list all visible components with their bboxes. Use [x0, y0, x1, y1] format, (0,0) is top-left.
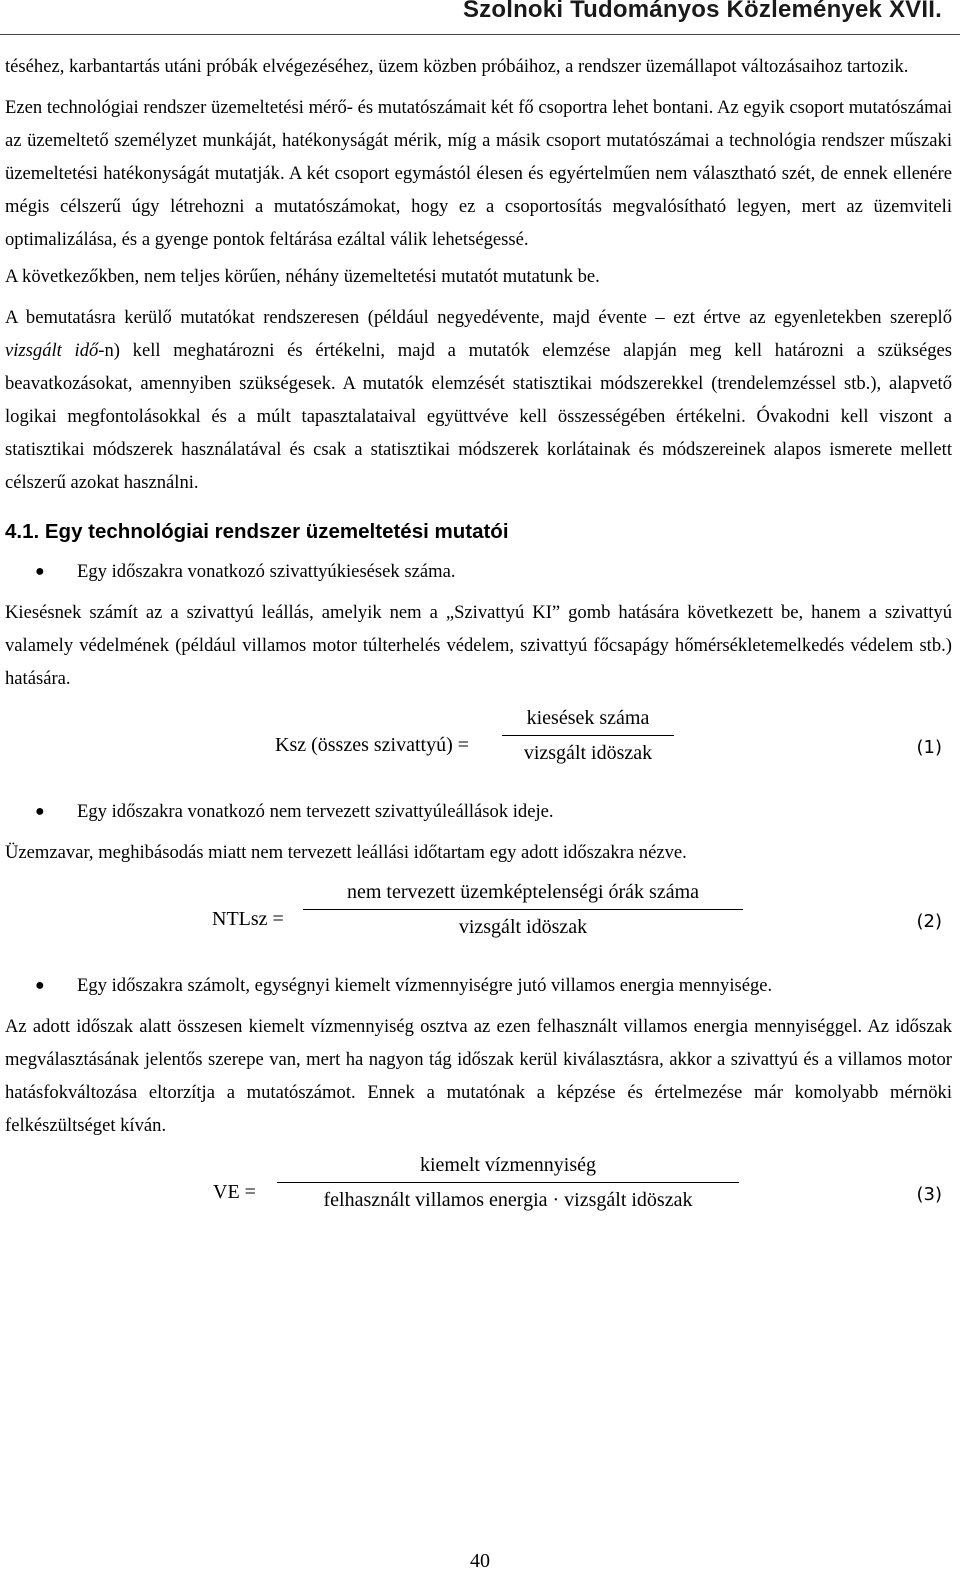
- page-number: 40: [470, 1550, 490, 1572]
- equation-fraction: [277, 1150, 739, 1215]
- journal-title: Szolnoki Tudományos Közlemények XVII.: [462, 0, 942, 23]
- equation-2: [5, 877, 952, 963]
- paragraph: Ezen technológiai rendszer üzemeltetési mérő- és mutatószámait két fő csoportra lehet bontani. Az egyik csoport mutatószámai az üzemeltető személyzet munkáját, hatékonyságát mérik, míg a másik csoport mutatószámai a technológia rendszer műszaki üzemeltetési hatékonyságát mutatják. A két csoport egymástól élesen és egyértelműen nem választható szét, de ennek ellenére mégis célszerű úgy létrehozni a mutatószámokat, hogy ez a csoportosítás megvalósítható legyen, mert az üzemviteli optimalizálása, és a gyenge pontok feltárása ezáltal válik lehetségessé.: [5, 97, 952, 250]
- article-body: [5, 50, 952, 1242]
- paragraph-text: A bemutatásra kerülő mutatókat rendszeresen (például negyedévente, majd évente – ezt értve az egyenletekben szereplő: [5, 307, 952, 328]
- equation-denominator: felhasznált villamos energia · vizsgált idöszak: [323, 1189, 693, 1211]
- bullet-item: [5, 969, 952, 1002]
- equation-1: [5, 703, 952, 789]
- bullet-icon: ●: [35, 977, 45, 994]
- bullet-item: [5, 795, 952, 828]
- fraction-bar: [277, 1182, 739, 1183]
- equation-lhs: Ksz (összes szivattyú) =: [275, 734, 470, 756]
- equation-number: (1): [916, 737, 942, 758]
- fraction-bar: [502, 735, 674, 736]
- paragraph: Üzemzavar, meghibásodás miatt nem tervezett leállási időtartam egy adott időszakra nézve.: [5, 842, 687, 863]
- fraction-bar: [303, 909, 743, 910]
- equation-3: [5, 1150, 952, 1236]
- paragraph-text: -n) kell meghatározni és értékelni, majd a mutatók elemzése alapján meg kell határozni a szükséges beavatkozásokat, amennyiben szükségesek. A mutatók elemzését statisztikai módszerekkel (trendelemzéssel stb.), alapvető logikai megfontolásokkal és a múlt tapasztalataival együttvéve kell összességében értékelni. Óvakodni kell viszont a statisztikai módszerek használatával és csak a statisztikai módszerek korlátainak és módszereinek alapos ismerete mellett célszerű azokat használni.: [5, 340, 952, 493]
- equation-numerator: nem tervezett üzemképtelenségi órák száma: [346, 881, 700, 903]
- page-header: [0, 0, 960, 36]
- paragraph: Az adott időszak alatt összesen kiemelt vízmennyiség osztva az ezen felhasznált villamos energia mennyiséggel. Az időszak megválasztásának jelentős szerepe van, mert ha nagyon tág időszak kerül kiválasztásra, akkor a szivattyú és a villamos motor hatásfokváltozása eltorzítja a mutatószámot. Ennek a mutatónak a képzése és értelmezése már komolyabb mérnöki felkészültséget kíván.: [5, 1016, 952, 1136]
- section-heading: 4.1. Egy technológiai rendszer üzemeltetési mutatói: [5, 520, 509, 543]
- bullet-item: [5, 555, 952, 588]
- bullet-icon: ●: [35, 803, 45, 820]
- equation-denominator: vizsgált idöszak: [458, 916, 588, 938]
- paragraph: téséhez, karbantartás utáni próbák elvégezéséhez, üzem közben próbáihoz, a rendszer üzemállapot változásaihoz tartozik.: [5, 56, 909, 77]
- bullet-text: Egy időszakra vonatkozó nem tervezett szivattyúleállások ideje.: [77, 801, 554, 822]
- equation-fraction: [303, 877, 743, 942]
- equation-numerator: kiesések száma: [526, 707, 650, 729]
- equation-fraction: [502, 703, 674, 768]
- equation-number: (2): [916, 911, 942, 932]
- equation-denominator: vizsgált idöszak: [523, 742, 653, 764]
- equation-number: (3): [916, 1184, 942, 1205]
- paragraph: A következőkben, nem teljes körűen, néhány üzemeltetési mutatót mutatunk be.: [5, 266, 600, 287]
- italic-term: vizsgált idő: [5, 340, 99, 361]
- paragraph: Kiesésnek számít az a szivattyú leállás, amelyik nem a „Szivattyú KI” gomb hatására következett be, hanem a szivattyú valamely védelmének (például villamos motor túlterhelés védelem, szivattyú főcsapágy hőmérsékletemelkedés védelem stb.) hatására.: [5, 602, 952, 689]
- paragraph: [5, 301, 952, 499]
- equation-lhs: VE =: [213, 1181, 256, 1203]
- equation-numerator: kiemelt vízmennyiség: [419, 1154, 597, 1176]
- bullet-icon: ●: [35, 563, 45, 580]
- bullet-text: Egy időszakra vonatkozó szivattyúkiesések száma.: [77, 561, 456, 582]
- bullet-text: Egy időszakra számolt, egységnyi kiemelt vízmennyiségre jutó villamos energia mennyisége.: [77, 975, 773, 996]
- header-rule: [0, 34, 960, 35]
- equation-lhs: NTLsz =: [212, 908, 284, 930]
